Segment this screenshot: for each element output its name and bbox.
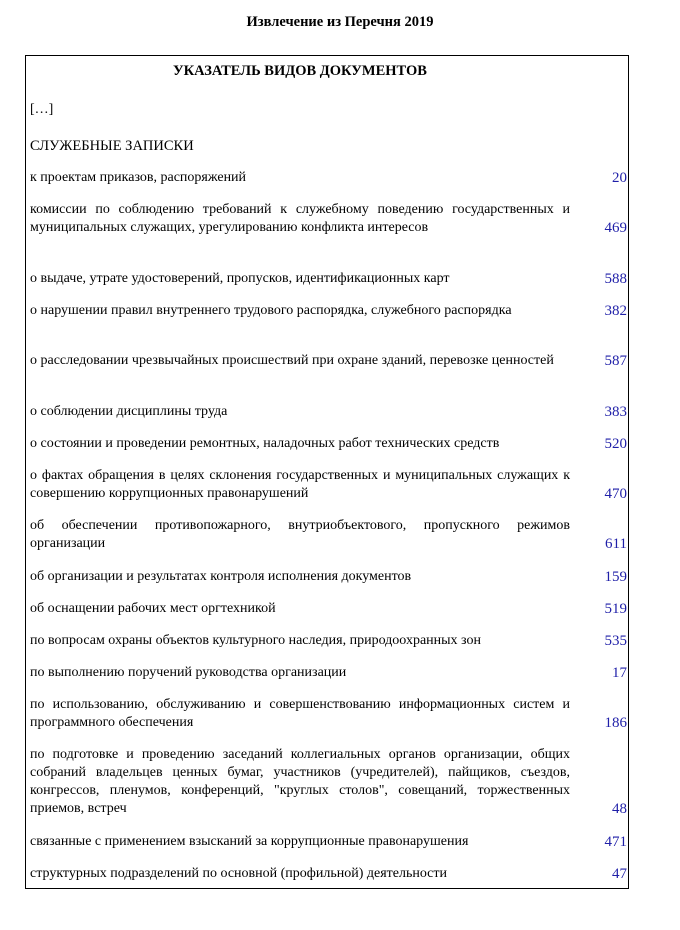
- entry-text: связанные с применением взысканий за коррупционные правонарушения: [30, 834, 469, 849]
- entry-number: 48: [612, 801, 627, 817]
- entry-text: о нарушении правил внутреннего трудового распорядка, служебного распорядка: [30, 303, 512, 318]
- index-entry: [30, 169, 627, 187]
- entry-number: 159: [604, 569, 627, 585]
- entry-number: 17: [612, 665, 627, 681]
- index-entry: [30, 865, 627, 883]
- entry-text: об обеспечении противопожарного, внутриобъектового, пропускного режимов организации: [30, 518, 570, 551]
- entry-number: 588: [604, 271, 627, 287]
- index-entry: [30, 270, 627, 288]
- entry-number: 471: [604, 834, 627, 850]
- index-entry: [30, 696, 627, 732]
- index-entry: [30, 517, 627, 553]
- omission-mark: […]: [30, 102, 54, 117]
- index-entry: [30, 833, 627, 851]
- entry-number: 469: [604, 220, 627, 236]
- entry-text: о состоянии и проведении ремонтных, наладочных работ технических средств: [30, 436, 500, 451]
- entry-number: 519: [604, 601, 627, 617]
- entry-text: о расследовании чрезвычайных происшествий при охране зданий, перевозке ценностей: [30, 353, 554, 368]
- index-entry: [30, 352, 627, 370]
- entry-text: об оснащении рабочих мест оргтехникой: [30, 601, 276, 616]
- index-heading: УКАЗАТЕЛЬ ВИДОВ ДОКУМЕНТОВ: [173, 63, 427, 79]
- entry-number: 611: [605, 536, 627, 552]
- index-entry: [30, 568, 627, 586]
- index-entry: [30, 435, 627, 453]
- entry-text: по выполнению поручений руководства организации: [30, 665, 347, 680]
- index-entry: [30, 664, 627, 682]
- entry-number: 535: [604, 633, 627, 649]
- entry-number: 20: [612, 170, 627, 186]
- index-entry: [30, 632, 627, 650]
- entry-text: о фактах обращения в целях склонения государственных и муниципальных служащих к совершению коррупционных правонарушений: [30, 468, 570, 501]
- entry-text: комиссии по соблюдению требований к служебному поведению государственных и муниципальных служащих, урегулированию конфликта интересов: [30, 202, 570, 235]
- index-entry: [30, 467, 627, 503]
- entry-number: 47: [612, 866, 627, 882]
- index-entry: [30, 403, 627, 421]
- entry-number: 587: [604, 353, 627, 369]
- section-heading: СЛУЖЕБНЫЕ ЗАПИСКИ: [30, 138, 194, 154]
- entry-text: к проектам приказов, распоряжений: [30, 170, 247, 185]
- entry-number: 382: [604, 303, 627, 319]
- entry-number: 383: [604, 404, 627, 420]
- index-entry: [30, 201, 627, 237]
- entry-text: по использованию, обслуживанию и совершенствованию информационных систем и программного обеспечения: [30, 697, 570, 730]
- entry-number: 520: [604, 436, 627, 452]
- entry-text: по вопросам охраны объектов культурного наследия, природоохранных зон: [30, 633, 481, 648]
- entry-number: 186: [604, 715, 627, 731]
- page-title: Извлечение из Перечня 2019: [246, 14, 434, 30]
- entry-number: 470: [604, 486, 627, 502]
- entry-text: структурных подразделений по основной (профильной) деятельности: [30, 866, 448, 881]
- index-entry: [30, 302, 627, 320]
- entry-text: об организации и результатах контроля исполнения документов: [30, 569, 412, 584]
- index-entry: [30, 600, 627, 618]
- entry-text: о выдаче, утрате удостоверений, пропусков, идентификационных карт: [30, 271, 450, 286]
- entry-text: о соблюдении дисциплины труда: [30, 404, 228, 419]
- index-entry: [30, 746, 627, 818]
- entry-text: по подготовке и проведению заседаний коллегиальных органов организации, общих собраний владельцев ценных бумаг, участников (учредителей), пайщиков, съездов, конгрессов, пленумов, конференций, "круглых столов", совещаний, торжественных приемов, встреч: [30, 747, 570, 816]
